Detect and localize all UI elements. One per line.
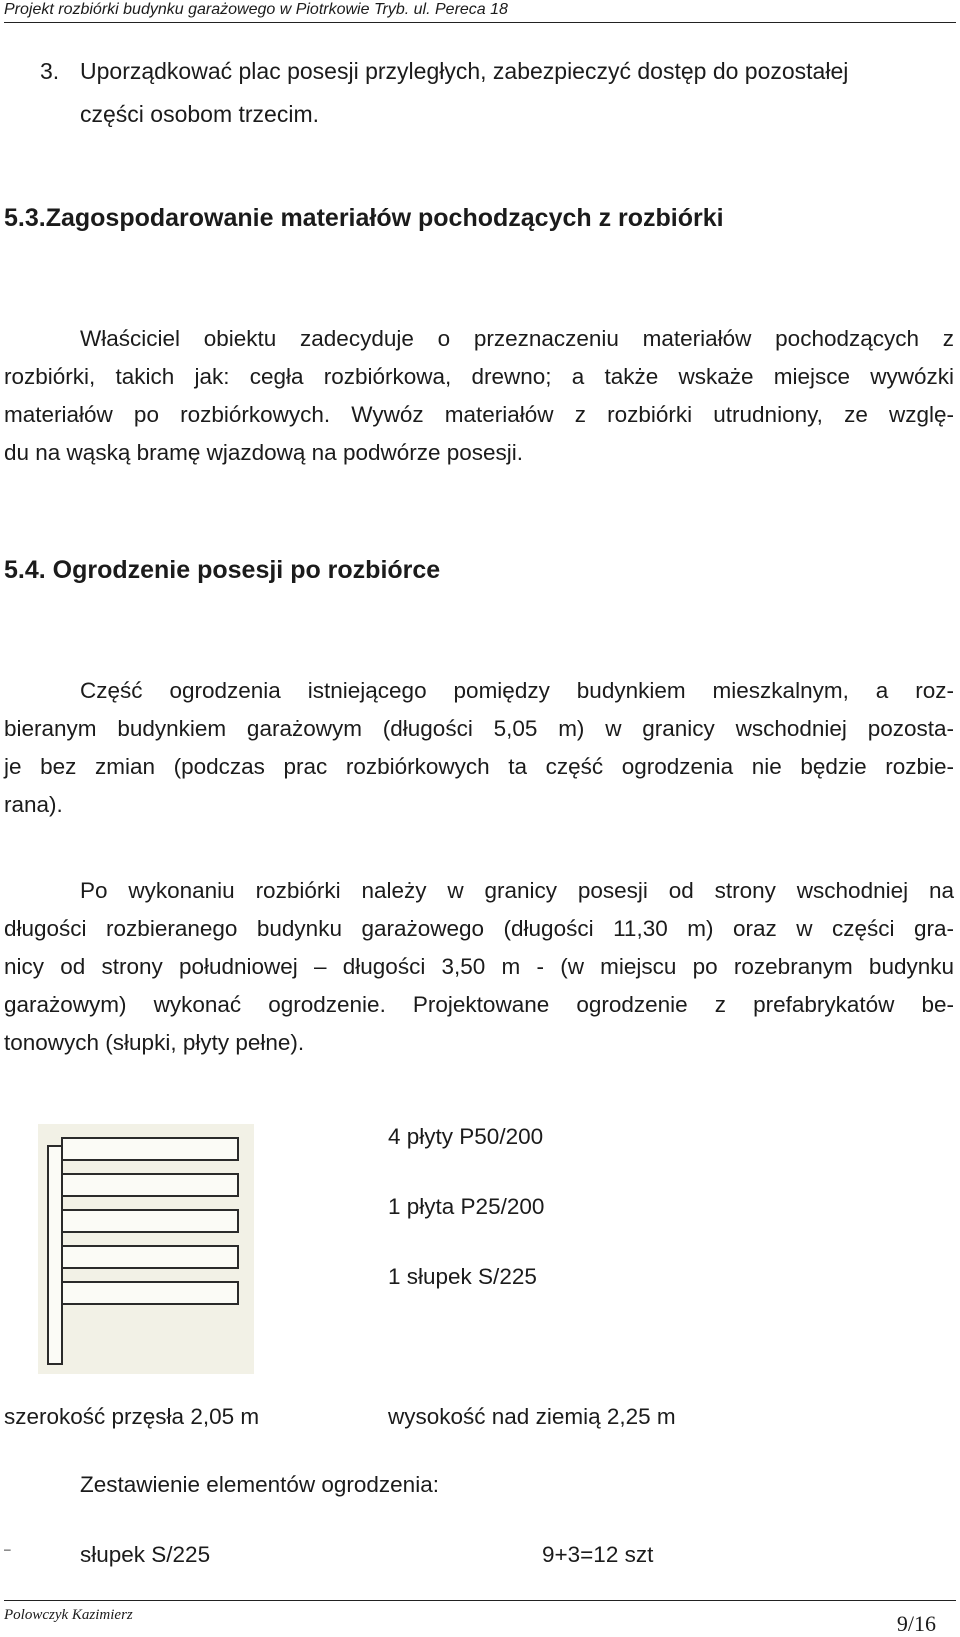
paragraph-5-3 [4, 320, 954, 472]
paragraph-line: długości rozbieranego budynku garażowego (długości 11,30 m) oraz w części gra- [4, 916, 954, 941]
item-line-2: części osobom trzecim. [80, 101, 320, 127]
header-title: Projekt rozbiórki budynku garażowego w Piotrkowie Tryb. ul. Pereca 18 [4, 1, 508, 18]
paragraph-line: Właściciel obiektu zadecyduje o przeznaczeniu materiałów pochodzących z [80, 326, 954, 351]
footer-author: Polowczyk Kazimierz [4, 1607, 133, 1623]
paragraph-line: tonowych (słupki, płyty pełne). [4, 1030, 305, 1055]
paragraph-line: rana). [4, 792, 63, 817]
summary-title: Zestawienie elementów ogrodzenia: [80, 1472, 439, 1497]
paragraph-line: nicy od strony południowej – długości 3,50 m - (w miejscu po rozebranym budynku [4, 954, 954, 979]
paragraph-5-4-1 [4, 672, 954, 824]
paragraph-line: Po wykonaniu rozbiórki należy w granicy posesji od strony wschodniej na [80, 878, 954, 903]
fence-drawing [38, 1124, 254, 1374]
section-heading-5-3: 5.3.Zagospodarowanie materiałów pochodzących z rozbiórki [4, 204, 724, 232]
paragraph-line: Część ogrodzenia istniejącego pomiędzy budynkiem mieszkalnym, a roz- [80, 678, 954, 703]
list-bullet: – [4, 1542, 11, 1556]
fence-item: 1 słupek S/225 [388, 1264, 537, 1289]
summary-item-qty: 9+3=12 szt [542, 1542, 654, 1567]
paragraph-line: garażowym) wykonać ogrodzenie. Projektowane ogrodzenie z prefabrykatów be- [4, 992, 954, 1017]
paragraph-line: rozbiórki, takich jak: cegła rozbiórkowa, drewno; a także wskaże miejsce wywózki [4, 364, 954, 389]
fence-item: 1 płyta P25/200 [388, 1194, 545, 1219]
fence-post [48, 1146, 62, 1364]
summary-item-name: słupek S/225 [80, 1542, 211, 1567]
item-number: 3. [40, 58, 60, 84]
height-above-ground: wysokość nad ziemią 2,25 m [388, 1404, 676, 1429]
item-line-1: Uporządkować plac posesji przyległych, zabezpieczyć dostęp do pozostałej [80, 58, 849, 84]
fence-item: 4 płyty P50/200 [388, 1124, 544, 1149]
fence-panel [62, 1174, 238, 1196]
span-width: szerokość przęsła 2,05 m [4, 1404, 260, 1429]
paragraph-line: du na wąską bramę wjazdową na podwórze posesji. [4, 440, 524, 465]
paragraph-line: materiałów po rozbiórkowych. Wywóz materiałów z rozbiórki utrudniony, ze wzglę- [4, 402, 954, 427]
page-header [4, 0, 956, 23]
fence-panel [62, 1246, 238, 1268]
paragraph-line: je bez zmian (podczas prac rozbiórkowych ta część ogrodzenia nie będzie rozbie- [4, 754, 954, 779]
page-footer [4, 1600, 956, 1637]
section-heading-5-4: 5.4. Ogrodzenie posesji po rozbiórce [4, 556, 441, 584]
paragraph-line: bieranym budynkiem garażowym (długości 5,05 m) w granicy wschodniej pozosta- [4, 716, 954, 741]
fence-panel [62, 1282, 238, 1304]
page-number: 9/16 [896, 1611, 936, 1636]
paragraph-5-4-2 [4, 872, 954, 1062]
fence-panel [62, 1138, 238, 1160]
fence-panel [62, 1210, 238, 1232]
